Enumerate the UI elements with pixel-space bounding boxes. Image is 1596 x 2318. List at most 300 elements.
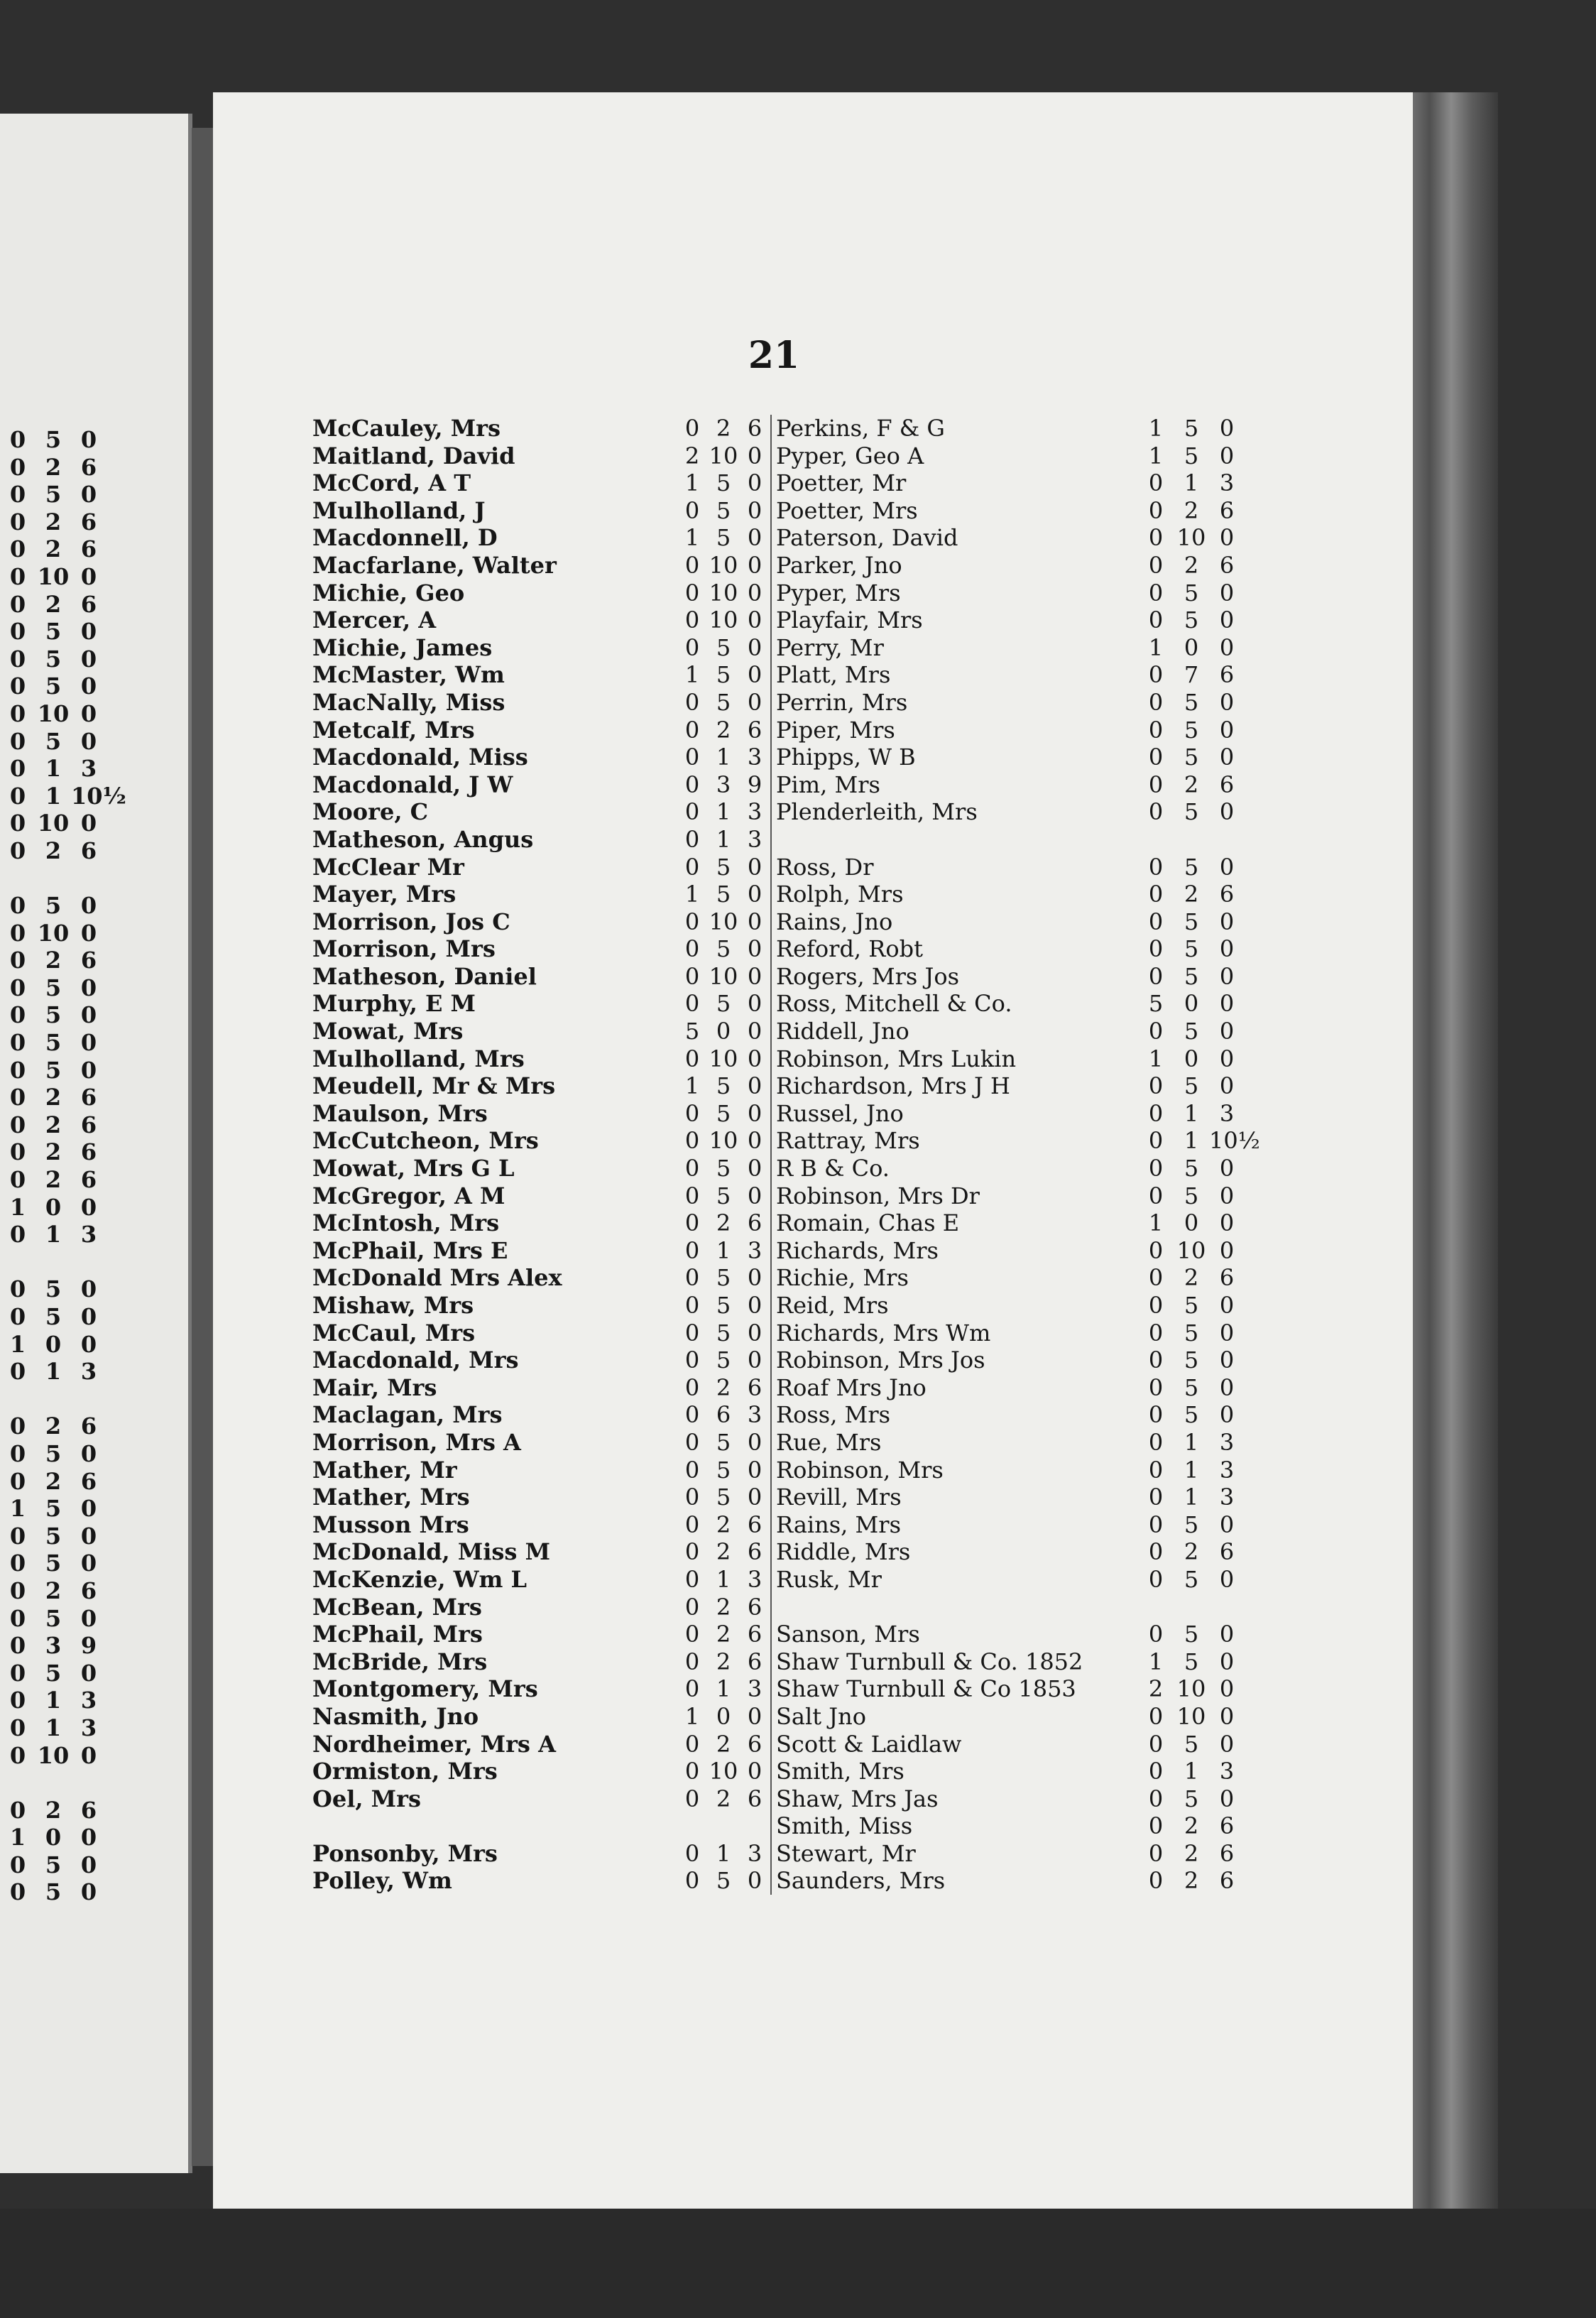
- amount-shillings: 5: [45, 1522, 62, 1550]
- amount-row: [0, 1824, 121, 1851]
- list-item: [312, 415, 770, 442]
- amount-pence: 0: [80, 426, 97, 453]
- amount-pence: 0: [80, 1741, 97, 1769]
- amount-row: [0, 782, 126, 810]
- amount-pounds: 0: [1148, 579, 1164, 606]
- amount-shillings: 0: [1184, 1209, 1199, 1237]
- amount-pounds: 0: [684, 551, 700, 579]
- amount-row: [0, 563, 121, 591]
- amount-pounds: 0: [684, 633, 700, 661]
- amount-shillings: 5: [1184, 1182, 1199, 1209]
- amount-pounds: 0: [684, 1730, 700, 1758]
- amount-pounds: 0: [9, 1138, 26, 1166]
- subscriber-name: Robinson, Mrs Jos: [776, 1346, 985, 1374]
- list-item: [312, 826, 770, 854]
- amount-pence: 0: [747, 962, 763, 990]
- amount-shillings: 0: [716, 1018, 731, 1045]
- amount-shillings: 5: [716, 661, 731, 689]
- list-item: [776, 1812, 1245, 1840]
- amount-pounds: 0: [684, 825, 700, 853]
- amount-shillings: 2: [1184, 496, 1199, 524]
- amount-pounds: 0: [9, 1632, 26, 1660]
- amount-pence: 0: [747, 1867, 763, 1895]
- amount-shillings: 1: [1184, 1127, 1199, 1155]
- amount-row: [0, 1194, 121, 1221]
- subscriber-name: Matheson, Angus: [312, 825, 534, 853]
- amount-pence: 0: [80, 1878, 97, 1906]
- subscriber-name: Maulson, Mrs: [312, 1099, 488, 1127]
- list-item: [312, 990, 770, 1018]
- amount-pence: 6: [80, 535, 97, 563]
- amount-pence: 3: [80, 1358, 97, 1386]
- subscriber-name: McCauley, Mrs: [312, 415, 501, 442]
- amount-shillings: 2: [1184, 881, 1199, 908]
- amount-pence: 3: [1219, 1428, 1235, 1456]
- amount-pence: 0: [80, 673, 97, 700]
- amount-shillings: 5: [716, 1292, 731, 1319]
- amount-pounds: 0: [1148, 1511, 1164, 1538]
- amount-pence: 6: [1219, 661, 1235, 689]
- amount-pounds: 0: [9, 810, 26, 837]
- amount-pence: 0: [80, 810, 97, 837]
- amount-row: [0, 1468, 121, 1496]
- list-item: [776, 1100, 1245, 1128]
- list-item: [776, 442, 1245, 470]
- amount-pence: 0: [1219, 990, 1235, 1018]
- amount-pence: 0: [80, 892, 97, 920]
- subscriber-name: Morrison, Jos C: [312, 908, 510, 935]
- amount-pence: 0: [747, 1346, 763, 1374]
- amount-row: [0, 1550, 121, 1577]
- amount-pence: 0: [80, 919, 97, 947]
- amount-pounds: 0: [684, 990, 700, 1018]
- subscriber-name: Reford, Robt: [776, 935, 923, 963]
- list-item: [312, 1401, 770, 1429]
- amount-shillings: 1: [45, 1687, 62, 1714]
- subscriber-name: Mulholland, J: [312, 496, 486, 524]
- list-item: [312, 689, 770, 717]
- amount-pence: 0: [1219, 853, 1235, 881]
- list-gap: [0, 1386, 121, 1413]
- amount-shillings: 5: [716, 524, 731, 552]
- amount-row: [0, 1057, 121, 1084]
- amount-row: [0, 1331, 121, 1359]
- amount-pence: 0: [747, 633, 763, 661]
- amount-shillings: 0: [1184, 1045, 1199, 1072]
- list-item: [312, 1346, 770, 1374]
- amount-pounds: 0: [1148, 1565, 1164, 1593]
- subscriber-name: Ross, Mrs: [776, 1401, 891, 1429]
- amount-pence: 0: [80, 562, 97, 590]
- amount-pounds: 0: [1148, 1538, 1164, 1566]
- amount-pence: 6: [80, 508, 97, 535]
- amount-shillings: 5: [716, 1182, 731, 1209]
- amount-shillings: 5: [45, 1056, 62, 1084]
- amount-pounds: 0: [9, 1577, 26, 1604]
- subscriber-name: McKenzie, Wm L: [312, 1565, 528, 1593]
- amount-pence: 0: [747, 1099, 763, 1127]
- amount-shillings: 5: [45, 727, 62, 755]
- amount-pence: 6: [1219, 881, 1235, 908]
- amount-pounds: 0: [684, 1675, 700, 1703]
- subscriber-name: Macdonald, J W: [312, 771, 513, 798]
- amount-pence: 3: [747, 1565, 763, 1593]
- subscriber-name: Rolph, Mrs: [776, 881, 904, 908]
- list-item: [312, 1374, 770, 1402]
- subscriber-name: Robinson, Mrs: [776, 1456, 944, 1484]
- amount-row: [0, 974, 121, 1002]
- subscriber-name: Oel, Mrs: [312, 1785, 421, 1812]
- amount-pounds: 0: [684, 1236, 700, 1264]
- amount-pounds: 0: [684, 744, 700, 771]
- amount-row: [0, 1495, 121, 1523]
- amount-shillings: 1: [716, 744, 731, 771]
- amount-pounds: 0: [1148, 524, 1164, 552]
- amount-pounds: 0: [684, 1648, 700, 1675]
- amount-shillings: 7: [1184, 661, 1199, 689]
- amount-pounds: 0: [9, 727, 26, 755]
- amount-pence: 0: [1219, 1511, 1235, 1538]
- amount-pounds: 0: [9, 782, 26, 810]
- amount-row: [0, 1605, 121, 1633]
- amount-pounds: 0: [684, 1867, 700, 1895]
- amount-pence: 6: [1219, 551, 1235, 579]
- subscriber-name: Poetter, Mrs: [776, 496, 918, 524]
- amount-pence: 0: [747, 688, 763, 716]
- list-gap: [776, 1594, 1245, 1621]
- amount-pounds: 0: [9, 1029, 26, 1057]
- amount-pounds: 0: [9, 1604, 26, 1632]
- amount-pence: 0: [1219, 415, 1235, 442]
- amount-pence: 0: [80, 1522, 97, 1550]
- amount-pence: 0: [747, 1456, 763, 1484]
- amount-pounds: 5: [1148, 990, 1164, 1018]
- subscriber-list-column-1: [312, 415, 770, 1895]
- amount-pence: 0: [80, 481, 97, 508]
- amount-pence: 6: [80, 1577, 97, 1604]
- amount-pence: 3: [80, 1687, 97, 1714]
- amount-pounds: 0: [1148, 1428, 1164, 1456]
- amount-shillings: 5: [716, 881, 731, 908]
- subscriber-name: Rattray, Mrs: [776, 1127, 920, 1155]
- subscriber-name: McCaul, Mrs: [312, 1319, 476, 1346]
- amount-pence: 6: [1219, 1867, 1235, 1895]
- amount-shillings: 5: [1184, 442, 1199, 469]
- amount-pence: 0: [80, 1029, 97, 1057]
- amount-pounds: 0: [684, 1346, 700, 1374]
- amount-pounds: 0: [1148, 1373, 1164, 1401]
- amount-pounds: 0: [9, 481, 26, 508]
- amount-pence: 0: [747, 1264, 763, 1292]
- amount-pence: 6: [747, 1648, 763, 1675]
- amount-shillings: 5: [1184, 1730, 1199, 1758]
- amount-shillings: 2: [716, 1621, 731, 1648]
- amount-shillings: 2: [1184, 1839, 1199, 1867]
- amount-pence: 0: [80, 1440, 97, 1467]
- amount-shillings: 5: [716, 1264, 731, 1292]
- amount-shillings: 10: [709, 1045, 738, 1072]
- amount-shillings: 5: [45, 1001, 62, 1029]
- amount-shillings: 5: [716, 688, 731, 716]
- amount-pounds: 0: [1148, 1292, 1164, 1319]
- amount-row: [0, 810, 121, 837]
- amount-pence: 6: [1219, 496, 1235, 524]
- list-item: [312, 442, 770, 470]
- amount-pounds: 2: [1148, 1675, 1164, 1703]
- subscriber-name: Stewart, Mr: [776, 1839, 916, 1867]
- subscriber-name: Richie, Mrs: [776, 1264, 909, 1292]
- amount-shillings: 5: [716, 1456, 731, 1484]
- scan-border: [0, 2209, 1596, 2318]
- amount-pence: 0: [747, 881, 763, 908]
- amount-shillings: 5: [45, 974, 62, 1001]
- amount-pence: 3: [747, 798, 763, 826]
- amount-pence: 0: [1219, 1209, 1235, 1237]
- amount-pounds: 0: [9, 1358, 26, 1386]
- amount-shillings: 1: [1184, 1456, 1199, 1484]
- amount-shillings: 5: [716, 1319, 731, 1346]
- list-item: [776, 469, 1245, 497]
- list-item: [776, 606, 1245, 634]
- amount-shillings: 3: [716, 771, 731, 798]
- list-item: [312, 1264, 770, 1292]
- subscriber-name: McPhail, Mrs E: [312, 1236, 508, 1264]
- subscriber-name: McClear Mr: [312, 853, 464, 881]
- amount-shillings: 2: [45, 1111, 62, 1138]
- amount-shillings: 5: [1184, 1292, 1199, 1319]
- amount-shillings: 10: [709, 908, 738, 935]
- amount-pence: 6: [747, 1785, 763, 1812]
- subscriber-name: Ponsonby, Mrs: [312, 1839, 498, 1867]
- amount-shillings: 5: [716, 853, 731, 881]
- amount-pence: 0: [1219, 1621, 1235, 1648]
- amount-pence: 6: [80, 837, 97, 864]
- list-item: [776, 881, 1245, 908]
- amount-pence: 0: [80, 700, 97, 727]
- amount-pence: 9: [80, 1632, 97, 1660]
- amount-shillings: 1: [1184, 1099, 1199, 1127]
- subscriber-name: Metcalf, Mrs: [312, 716, 475, 744]
- amount-shillings: 1: [45, 1221, 62, 1248]
- list-item: [312, 771, 770, 799]
- amount-pounds: 0: [1148, 1127, 1164, 1155]
- list-item: [776, 771, 1245, 799]
- list-item: [776, 1566, 1245, 1594]
- amount-pence: 0: [1219, 1319, 1235, 1346]
- amount-pence: 0: [1219, 1401, 1235, 1429]
- subscriber-name: Maclagan, Mrs: [312, 1401, 503, 1429]
- list-item: [312, 634, 770, 662]
- amount-pounds: 0: [9, 1741, 26, 1769]
- amount-pence: 0: [1219, 798, 1235, 826]
- amount-pence: 6: [80, 1413, 97, 1440]
- amount-pence: 3: [747, 825, 763, 853]
- amount-pence: 3: [1219, 469, 1235, 497]
- amount-pounds: 0: [1148, 853, 1164, 881]
- amount-pounds: 0: [1148, 1621, 1164, 1648]
- amount-shillings: 5: [1184, 1155, 1199, 1182]
- subscriber-name: Richards, Mrs: [776, 1236, 939, 1264]
- amount-shillings: 2: [45, 947, 62, 974]
- amount-pounds: 0: [684, 1182, 700, 1209]
- list-item: [312, 881, 770, 908]
- amount-row: [0, 1714, 121, 1742]
- subscriber-name: Maitland, David: [312, 442, 515, 469]
- subscriber-name: Smith, Mrs: [776, 1758, 904, 1785]
- amount-shillings: 5: [1184, 579, 1199, 606]
- amount-pence: 3: [747, 1236, 763, 1264]
- subscriber-name: McGregor, A M: [312, 1182, 505, 1209]
- amount-pounds: 0: [684, 1319, 700, 1346]
- amount-pounds: 0: [684, 716, 700, 744]
- amount-pence: 0: [80, 1330, 97, 1358]
- list-item: [776, 908, 1245, 936]
- amount-pounds: 0: [9, 700, 26, 727]
- amount-pence: 9: [747, 771, 763, 798]
- subscriber-name: Sanson, Mrs: [776, 1621, 920, 1648]
- list-item: [312, 963, 770, 991]
- amount-pence: 6: [80, 1138, 97, 1166]
- amount-shillings: 5: [1184, 1565, 1199, 1593]
- amount-shillings: 2: [45, 1467, 62, 1495]
- amount-pounds: 0: [684, 798, 700, 826]
- subscriber-name: Playfair, Mrs: [776, 606, 923, 634]
- subscriber-name: Murphy, E M: [312, 990, 476, 1018]
- amount-shillings: 2: [1184, 1867, 1199, 1895]
- subscriber-name: Mather, Mrs: [312, 1484, 470, 1511]
- list-item: [776, 1319, 1245, 1347]
- amount-shillings: 5: [45, 645, 62, 673]
- amount-row: [0, 1878, 121, 1906]
- amount-pounds: 0: [9, 426, 26, 453]
- amount-shillings: 1: [716, 798, 731, 826]
- subscriber-name: Robinson, Mrs Dr: [776, 1182, 980, 1209]
- amount-pence: 0: [747, 990, 763, 1018]
- amount-pounds: 0: [9, 508, 26, 535]
- amount-pounds: 0: [9, 919, 26, 947]
- subscriber-name: Michie, Geo: [312, 579, 465, 606]
- amount-pence: 6: [80, 947, 97, 974]
- amount-shillings: 2: [1184, 1538, 1199, 1566]
- amount-pence: 6: [747, 716, 763, 744]
- list-item: [312, 1867, 770, 1895]
- amount-shillings: 10: [1176, 1675, 1206, 1703]
- amount-pounds: 0: [684, 688, 700, 716]
- amount-pence: 0: [80, 1851, 97, 1878]
- amount-shillings: 10: [709, 442, 738, 469]
- list-item: [776, 963, 1245, 991]
- amount-pounds: 0: [9, 1413, 26, 1440]
- amount-pounds: 0: [1148, 606, 1164, 634]
- amount-pence: 0: [747, 606, 763, 634]
- subscriber-name: R B & Co.: [776, 1155, 890, 1182]
- amount-shillings: 5: [716, 1867, 731, 1895]
- amount-pounds: 0: [1148, 1839, 1164, 1867]
- amount-shillings: 10: [1176, 1236, 1206, 1264]
- amount-pounds: 0: [684, 771, 700, 798]
- list-item: [312, 552, 770, 580]
- amount-pence: 0: [1219, 935, 1235, 963]
- amount-pence: 6: [80, 1796, 97, 1824]
- amount-shillings: 5: [45, 481, 62, 508]
- amount-row: [0, 535, 121, 563]
- list-item: [776, 1648, 1245, 1676]
- amount-pounds: 1: [9, 1824, 26, 1851]
- amount-shillings: 2: [45, 1796, 62, 1824]
- amount-shillings: 5: [716, 1072, 731, 1100]
- amount-pounds: 1: [9, 1330, 26, 1358]
- amount-pounds: 1: [684, 1072, 700, 1100]
- subscriber-name: Roaf Mrs Jno: [776, 1373, 927, 1401]
- list-item: [312, 1840, 770, 1868]
- list-item: [776, 1045, 1245, 1073]
- amount-shillings: 5: [1184, 1785, 1199, 1812]
- subscriber-name: Rains, Jno: [776, 908, 893, 935]
- amount-pence: 0: [747, 1292, 763, 1319]
- amount-row: [0, 1413, 121, 1440]
- amount-shillings: 2: [45, 535, 62, 563]
- amount-pounds: 0: [684, 579, 700, 606]
- amount-pence: 0: [80, 645, 97, 673]
- amount-pence: 0: [80, 1303, 97, 1330]
- list-item: [312, 661, 770, 689]
- amount-shillings: 5: [716, 469, 731, 497]
- amount-row: [0, 1166, 121, 1194]
- amount-pence: 0: [80, 1056, 97, 1084]
- subscriber-name: Mather, Mr: [312, 1456, 457, 1484]
- list-item: [776, 1237, 1245, 1265]
- list-item: [776, 1374, 1245, 1402]
- amount-pounds: 0: [1148, 771, 1164, 798]
- amount-pence: 0: [747, 1484, 763, 1511]
- amount-shillings: 3: [45, 1632, 62, 1660]
- list-gap: [0, 865, 121, 893]
- list-item: [312, 1731, 770, 1758]
- subscriber-name: Macfarlane, Walter: [312, 551, 557, 579]
- list-item: [776, 1484, 1245, 1511]
- amount-pence: 0: [1219, 744, 1235, 771]
- amount-shillings: 2: [45, 453, 62, 481]
- amount-pence: 6: [747, 1730, 763, 1758]
- subscriber-name: Scott & Laidlaw: [776, 1730, 962, 1758]
- facing-page-amounts: [0, 426, 126, 1906]
- amount-pence: 3: [747, 744, 763, 771]
- list-item: [776, 1731, 1245, 1758]
- amount-shillings: 2: [45, 1166, 62, 1194]
- amount-pounds: 0: [1148, 935, 1164, 963]
- amount-pounds: 0: [1148, 716, 1164, 744]
- amount-pounds: 2: [684, 442, 700, 469]
- list-gap: [0, 1769, 121, 1797]
- subscriber-name: Morrison, Mrs: [312, 935, 496, 963]
- amount-row: [0, 426, 121, 454]
- subscriber-name: Robinson, Mrs Lukin: [776, 1045, 1017, 1072]
- amount-pence: 0: [747, 1182, 763, 1209]
- amount-pence: 0: [1219, 1045, 1235, 1072]
- list-item: [776, 1127, 1260, 1155]
- list-item: [776, 1785, 1245, 1813]
- amount-shillings: 5: [45, 673, 62, 700]
- amount-shillings: 10: [709, 962, 738, 990]
- amount-pounds: 0: [1148, 1730, 1164, 1758]
- subscriber-name: McCutcheon, Mrs: [312, 1127, 539, 1155]
- subscriber-name: Mowat, Mrs G L: [312, 1155, 515, 1182]
- subscriber-name: Macdonnell, D: [312, 524, 498, 552]
- subscriber-name: Mair, Mrs: [312, 1373, 437, 1401]
- amount-pounds: 0: [9, 453, 26, 481]
- amount-pounds: 0: [9, 1275, 26, 1303]
- amount-pounds: 0: [684, 1373, 700, 1401]
